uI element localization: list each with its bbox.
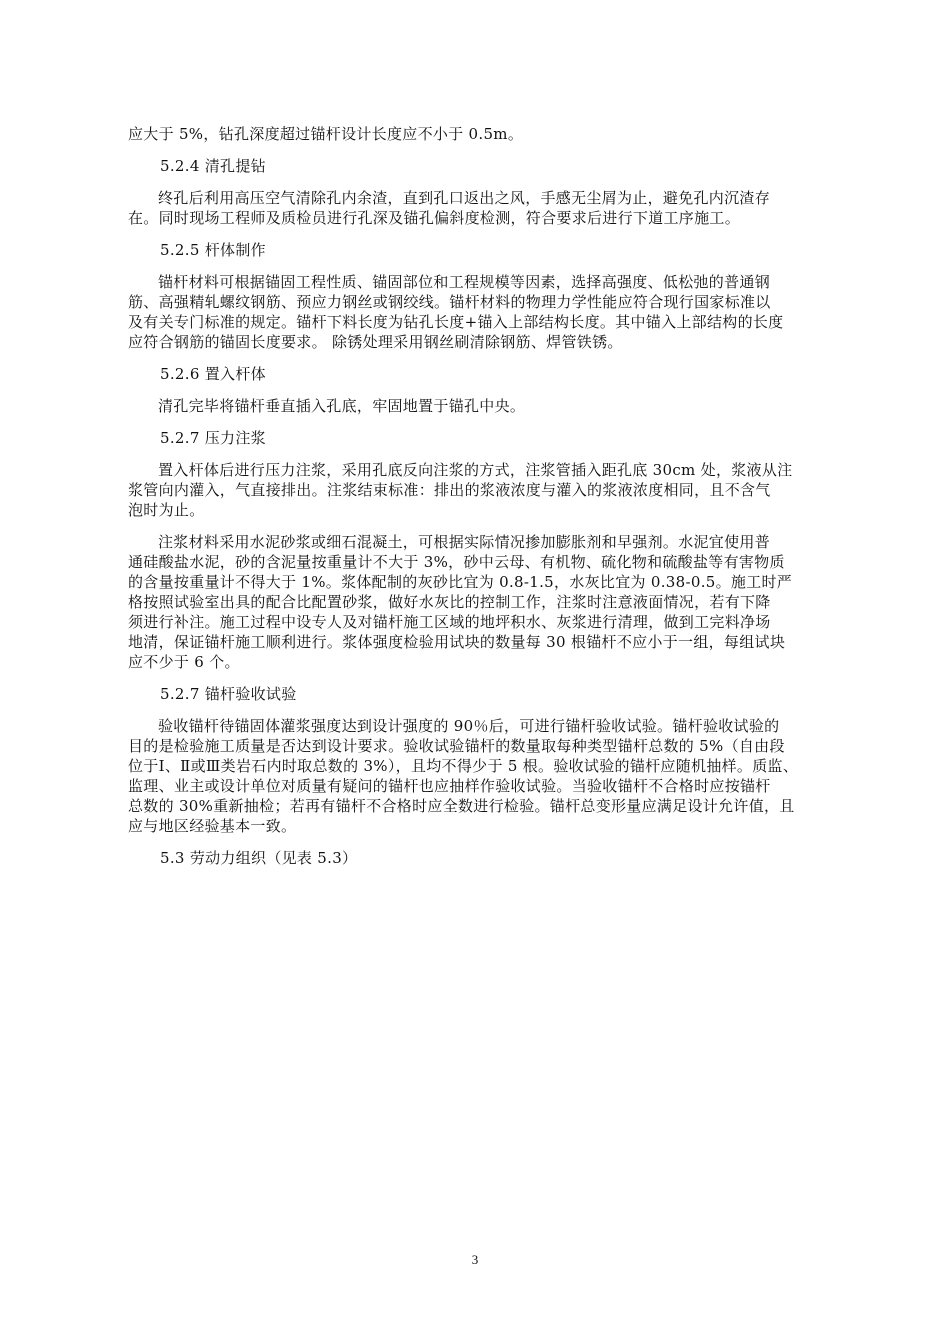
section-heading: 5.2.4 清孔提钻 xyxy=(160,157,266,175)
section-heading: 5.2.7 锚杆验收试验 xyxy=(160,685,297,703)
paragraph-line: 位于Ⅰ、Ⅱ或Ⅲ类岩石内时取总数的 3%），且均不得少于 5 根。验收试验的锚杆应随机抽样。质监、 xyxy=(128,757,799,775)
paragraph-line: 应符合钢筋的锚固长度要求。 除锈处理采用钢丝刷清除钢筋、焊管铁锈。 xyxy=(128,333,623,351)
paragraph-line: 锚杆材料可根据锚固工程性质、锚固部位和工程规模等因素，选择高强度、低松弛的普通钢 xyxy=(158,273,771,291)
paragraph-line: 应与地区经验基本一致。 xyxy=(128,817,297,835)
paragraph-line: 在。同时现场工程师及质检员进行孔深及锚孔偏斜度检测，符合要求后进行下道工序施工。 xyxy=(128,209,741,227)
paragraph-line: 通硅酸盐水泥，砂的含泥量按重量计不大于 3%，砂中云母、有机物、硫化物和硫酸盐等有害物质 xyxy=(128,553,785,571)
document-body xyxy=(128,124,840,868)
paragraph-line: 及有关专门标准的规定。锚杆下料长度为钻孔长度+锚入上部结构长度。其中锚入上部结构的长度 xyxy=(128,313,784,331)
section-heading: 5.2.5 杆体制作 xyxy=(160,241,266,259)
page-number: 3 xyxy=(471,1252,479,1267)
section-heading: 5.3 劳动力组织（见表 5.3） xyxy=(160,849,358,867)
paragraph-line: 格按照试验室出具的配合比配置砂浆，做好水灰比的控制工作，注浆时注意液面情况，若有下降 xyxy=(128,593,771,611)
paragraph-line: 注浆材料采用水泥砂浆或细石混凝土，可根据实际情况掺加膨胀剂和早强剂。水泥宜使用普 xyxy=(158,533,771,551)
paragraph-line: 清孔完毕将锚杆垂直插入孔底，牢固地置于锚孔中央。 xyxy=(158,397,526,415)
paragraph-line: 须进行补注。施工过程中设专人及对锚杆施工区域的地坪积水、灰浆进行清理，做到工完料净场 xyxy=(128,613,771,631)
paragraph-line: 监理、业主或设计单位对质量有疑问的锚杆也应抽样作验收试验。当验收锚杆不合格时应按锚杆 xyxy=(128,777,771,795)
section-heading: 5.2.7 压力注浆 xyxy=(160,429,266,447)
paragraph-line: 浆管向内灌入，气直接排出。注浆结束标准：排出的浆液浓度与灌入的浆液浓度相同，且不含气 xyxy=(128,481,771,499)
paragraph-line: 地清，保证锚杆施工顺利进行。浆体强度检验用试块的数量每 30 根锚杆不应小于一组，每组试块 xyxy=(128,633,786,651)
paragraph-line: 的含量按重量计不得大于 1%。浆体配制的灰砂比宜为 0.8-1.5，水灰比宜为 0.38-0.5。施工时严 xyxy=(128,573,793,591)
paragraph-line: 目的是检验施工质量是否达到设计要求。验收试验锚杆的数量取每种类型锚杆总数的 5%（自由段 xyxy=(128,737,785,755)
paragraph-line: 验收锚杆待锚固体灌浆强度达到设计强度的 90％后，可进行锚杆验收试验。锚杆验收试验的 xyxy=(158,717,780,735)
paragraph-line: 终孔后利用高压空气清除孔内余渣，直到孔口返出之风，手感无尘屑为止，避免孔内沉渣存 xyxy=(158,189,771,207)
paragraph-line: 应不少于 6 个。 xyxy=(128,653,240,671)
paragraph-line: 泡时为止。 xyxy=(128,501,205,519)
paragraph-line: 筋、高强精轧螺纹钢筋、预应力钢丝或钢绞线。锚杆材料的物理力学性能应符合现行国家标准以 xyxy=(128,293,771,311)
paragraph-line: 总数的 30%重新抽检；若再有锚杆不合格时应全数进行检验。锚杆总变形量应满足设计允许值，且 xyxy=(128,797,795,815)
paragraph-line: 置入杆体后进行压力注浆，采用孔底反向注浆的方式，注浆管插入距孔底 30cm 处，浆液从注 xyxy=(158,461,793,479)
section-heading: 5.2.6 置入杆体 xyxy=(160,365,266,383)
paragraph-line: 应大于 5%，钻孔深度超过锚杆设计长度应不小于 0.5m。 xyxy=(128,125,524,143)
